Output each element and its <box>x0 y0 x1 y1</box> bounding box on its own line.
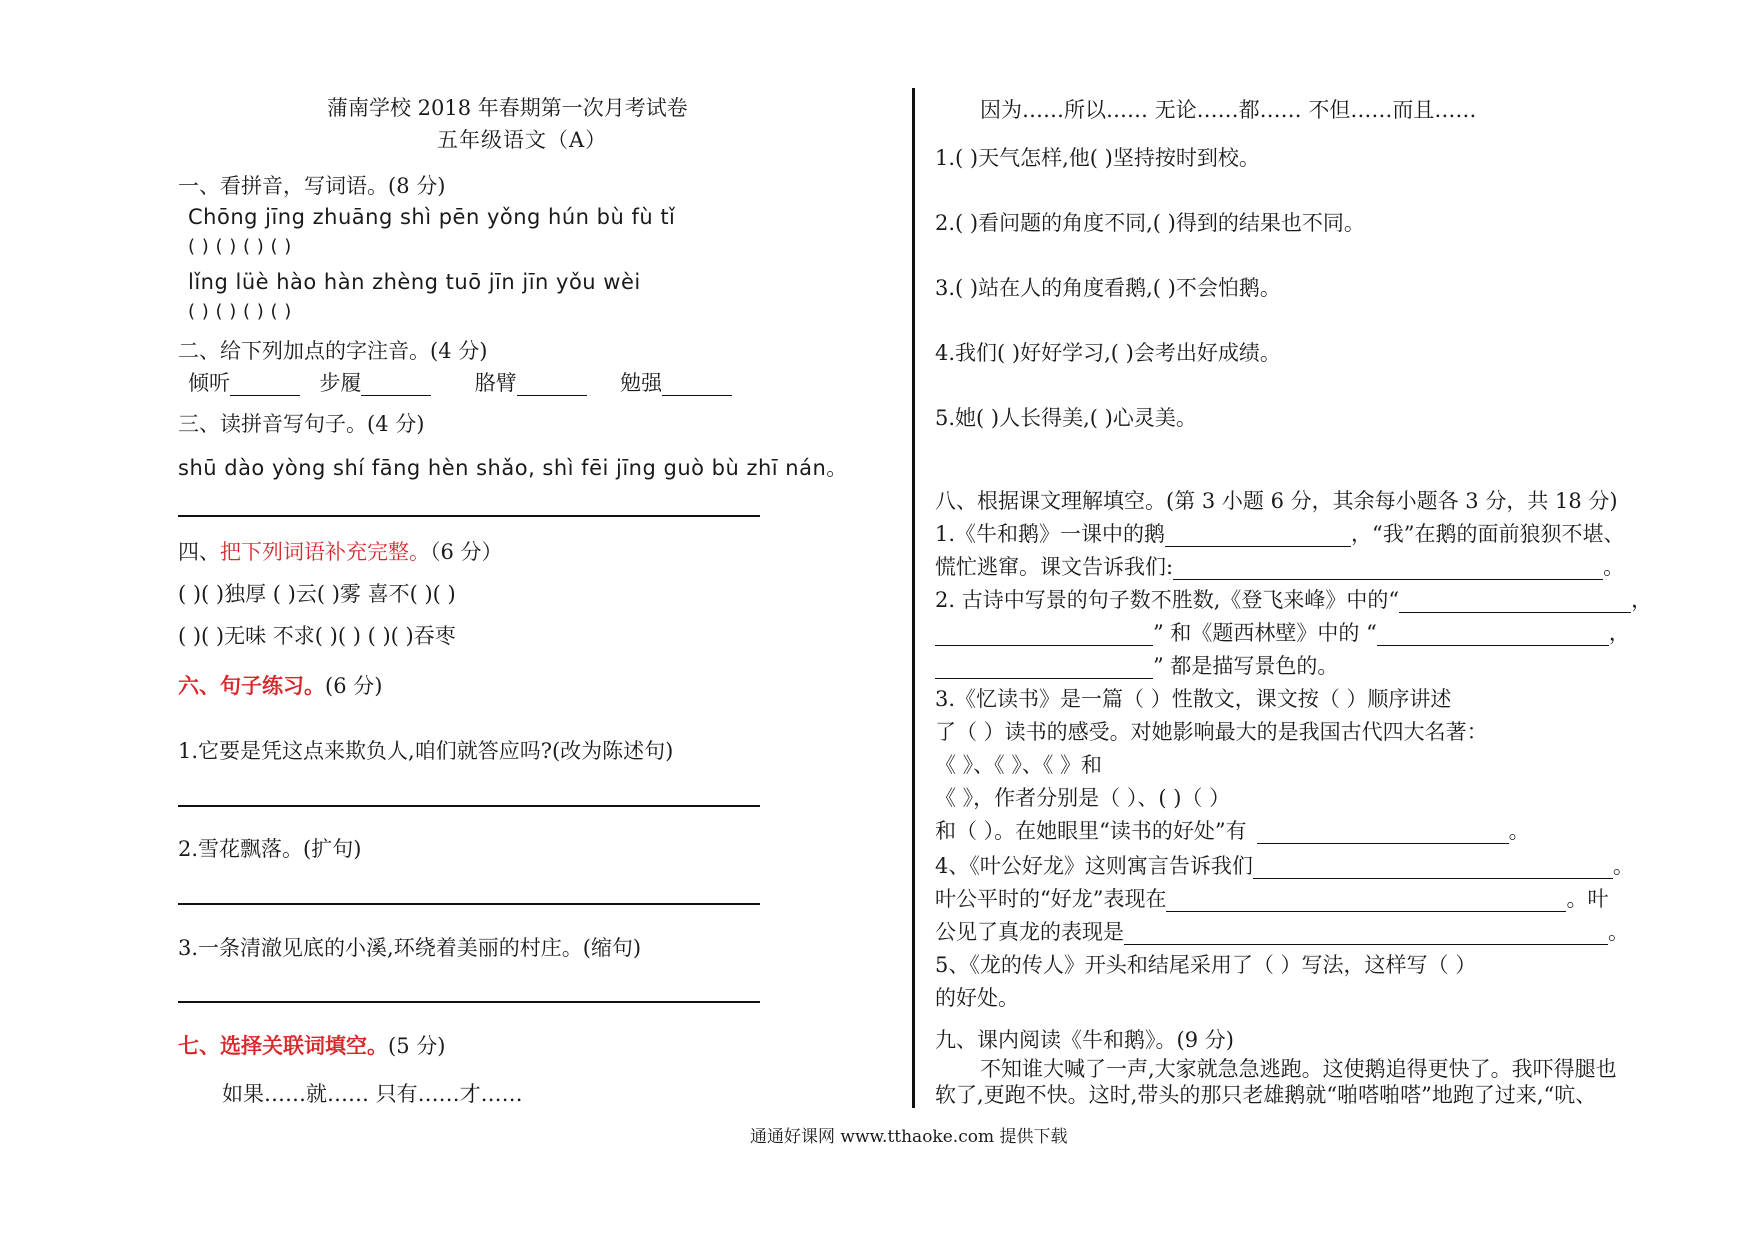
section-9-heading: 九、课内阅读《牛和鹅》。(9 分) <box>935 1028 1234 1052</box>
pinyin-row-1: Chōng jīng zhuāng shì pēn yǒng hún bù fù tǐ <box>188 205 676 229</box>
conjunction-options-right: 因为……所以…… 无论……都…… 不但……而且…… <box>980 98 1477 122</box>
section-7-title: 七、选择关联词填空。 <box>178 1033 388 1058</box>
s8-l1-text-b: ，“我”在鹅的面前狼狈不堪、 <box>1351 522 1625 546</box>
column-divider <box>912 88 915 1108</box>
blank-3[interactable] <box>517 371 587 396</box>
conjunction-q3[interactable]: 3.( )站在人的角度看鹅,( )不会怕鹅。 <box>935 276 1281 300</box>
word-3: 胳臂 <box>474 371 517 395</box>
s8-line-9[interactable]: 《 》，作者分别是（ ）、( )（ ） <box>935 786 1231 810</box>
answer-blanks-row-1[interactable]: ( ) ( ) ( ) ( ) <box>188 236 292 257</box>
section-4-heading <box>178 536 503 566</box>
s8-l12-text-a: 叶公平时的“好龙”表现在 <box>935 887 1167 911</box>
sentence-q3: 3.一条清澈见底的小溪,环绕着美丽的村庄。(缩句) <box>178 936 642 960</box>
section-6-points: (6 分) <box>325 674 383 698</box>
s8-line-10 <box>935 815 1530 845</box>
s8-l10-text-b: 。 <box>1508 819 1530 843</box>
idiom-row-2[interactable]: ( )( )无味 不求( )( ) ( )( )吞枣 <box>178 624 456 648</box>
s8-line-13 <box>935 916 1629 946</box>
blank-1[interactable] <box>230 371 300 396</box>
section-2-heading: 二、给下列加点的字注音。(4 分) <box>178 339 488 363</box>
s8-l13-text-a: 公见了真龙的表现是 <box>935 920 1124 944</box>
sentence-q1: 1.它要是凭这点来欺负人,咱们就答应吗?(改为陈述句) <box>178 739 674 763</box>
s8-l11-text-a: 4、《叶公好龙》这则寓言告诉我们 <box>935 854 1253 878</box>
exam-title: 蒲南学校 2018 年春期第一次月考试卷 <box>327 96 688 120</box>
s8-l10-text-a: 和（ ）。在她眼里“读书的好处”有 <box>935 819 1247 843</box>
s8-blank-3[interactable] <box>1399 588 1631 613</box>
conjunction-q5[interactable]: 5.她( )人长得美,( )心灵美。 <box>935 406 1197 430</box>
s8-l2-text-a: 慌忙逃窜。课文告诉我们: <box>935 555 1174 579</box>
s8-l12-text-b: 。叶 <box>1566 887 1609 911</box>
reading-para-line-1: 不知谁大喊了一声,大家就急急逃跑。这使鹅追得更快了。我吓得腿也 <box>980 1057 1617 1081</box>
sentence-pinyin: shū dào yòng shí fāng hèn shǎo, shì fēi jīng guò bù zhī nán。 <box>178 456 848 480</box>
s8-l2-text-b: 。 <box>1603 555 1625 579</box>
word-1: 倾听 <box>188 371 230 395</box>
section-6-heading <box>178 670 382 700</box>
s8-line-8[interactable]: 《 》、《 》、《 》和 <box>935 753 1103 777</box>
phonetic-row <box>188 367 732 397</box>
s8-blank-2[interactable] <box>1173 555 1603 580</box>
s8-line-6[interactable]: 3.《忆读书》是一篇（ ）性散文，课文按（ ）顺序讲述 <box>935 687 1452 711</box>
word-2: 步履 <box>319 371 362 395</box>
section-8-heading: 八、根据课文理解填空。(第 3 小题 6 分，其余每小题各 3 分，共 18 分) <box>935 489 1618 513</box>
conjunction-q4[interactable]: 4.我们( )好好学习,( )会考出好成绩。 <box>935 341 1281 365</box>
section-1-heading: 一、看拼音，写词语。(8 分) <box>178 174 446 198</box>
s8-blank-10[interactable] <box>1124 920 1608 945</box>
idiom-row-1[interactable]: ( )( )独厚 ( )云( )雾 喜不( )( ) <box>178 582 456 606</box>
s8-line-15: 的好处。 <box>935 986 1019 1010</box>
exam-subtitle: 五年级语文（A） <box>437 128 608 152</box>
s8-line-11 <box>935 850 1634 880</box>
answer-line-q3[interactable] <box>178 1001 760 1003</box>
blank-2[interactable] <box>361 371 431 396</box>
s8-line-12 <box>935 883 1608 913</box>
s8-line-4 <box>935 617 1630 647</box>
s8-l11-text-b: 。 <box>1612 854 1634 878</box>
s8-l3-text-b: ， <box>1631 588 1653 612</box>
section-7-heading <box>178 1030 445 1060</box>
answer-line-q2[interactable] <box>178 903 760 905</box>
answer-line-s3[interactable] <box>178 515 760 517</box>
word-4: 勉强 <box>620 371 663 395</box>
s8-line-1 <box>935 518 1625 548</box>
conjunction-q2[interactable]: 2.( )看问题的角度不同,( )得到的结果也不同。 <box>935 211 1365 235</box>
s8-blank-1[interactable] <box>1165 522 1351 547</box>
reading-para-line-2: 软了,更跑不快。这时,带头的那只老雄鹅就“啪嗒啪嗒”地跑了过来,“吭、 <box>935 1083 1597 1107</box>
section-3-heading: 三、读拼音写句子。(4 分) <box>178 412 425 436</box>
sentence-q2: 2.雪花飘落。(扩句) <box>178 837 362 861</box>
blank-4[interactable] <box>662 371 732 396</box>
pinyin-row-2: lǐng lüè hào hàn zhèng tuō jīn jīn yǒu wèi <box>188 270 641 294</box>
s8-blank-8[interactable] <box>1253 854 1613 879</box>
section-7-points: (5 分) <box>388 1034 446 1058</box>
footer-credit: 通通好课网 www.tthaoke.com 提供下载 <box>750 1127 1068 1147</box>
s8-line-3 <box>935 584 1652 614</box>
section-4-number: 四、 <box>178 540 220 564</box>
s8-l1-text-a: 1.《牛和鹅》一课中的鹅 <box>935 522 1166 546</box>
conjunction-options-left: 如果……就…… 只有……才…… <box>222 1082 523 1106</box>
s8-blank-5[interactable] <box>1377 621 1609 646</box>
s8-l4-text-a: ” 和《题西林壁》中的 “ <box>1153 621 1377 645</box>
s8-blank-4[interactable] <box>935 621 1153 646</box>
answer-line-q1[interactable] <box>178 805 760 807</box>
s8-l13-text-b: 。 <box>1608 920 1629 944</box>
s8-l5-text: ” 都是描写景色的。 <box>1153 654 1339 678</box>
s8-line-2 <box>935 551 1624 581</box>
conjunction-q1[interactable]: 1.( )天气怎样,他( )坚持按时到校。 <box>935 146 1260 170</box>
s8-line-14[interactable]: 5、《龙的传人》开头和结尾采用了（ ）写法，这样写（ ） <box>935 953 1477 977</box>
s8-blank-6[interactable] <box>935 654 1153 679</box>
section-4-title: 把下列词语补充完整。 <box>220 540 430 564</box>
answer-blanks-row-2[interactable]: ( ) ( ) ( ) ( ) <box>188 301 292 322</box>
section-6-title: 六、句子练习。 <box>178 673 325 698</box>
s8-line-5 <box>935 650 1338 680</box>
s8-blank-9[interactable] <box>1166 887 1566 912</box>
section-4-points: （6 分） <box>430 540 503 564</box>
s8-l3-text-a: 2. 古诗中写景的句子数不胜数,《登飞来峰》中的“ <box>935 588 1400 612</box>
s8-line-7[interactable]: 了（ ）读书的感受。对她影响最大的是我国古代四大名著： <box>935 720 1488 744</box>
s8-blank-7[interactable] <box>1257 819 1509 844</box>
s8-l4-text-b: ， <box>1608 621 1630 645</box>
